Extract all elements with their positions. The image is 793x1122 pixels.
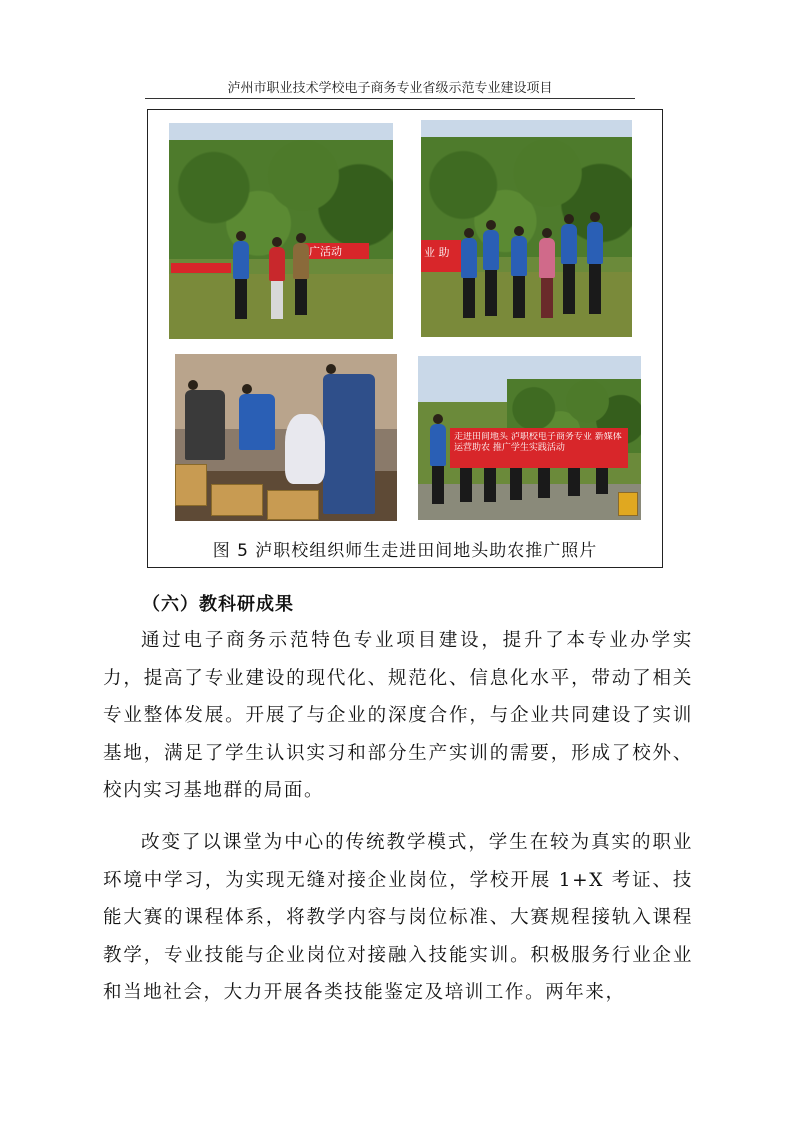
body-paragraph: 改变了以课堂为中心的传统教学模式，学生在较为真实的职业环境中学习，为实现无缝对接企业岗位，学校开展 1+X 考证、技能大赛的课程体系，将教学内容与岗位标准、大赛规程接轨入课程教学，专业技能与企业岗位对接融入技能实训。积极服务行业企业和当地社会，大力开展各类技能鉴定及培训工作。两年来， [103,832,693,1003]
page-header: 泸州市职业技术学校电子商务专业省级示范专业建设项目 [227,81,553,96]
photo-packing-products [175,354,397,521]
body-paragraph: 通过电子商务示范特色专业项目建设，提升了本专业办学实力，提高了专业建设的现代化、规范化、信息化水平，带动了相关专业整体发展。开展了与企业的深度合作，与企业共同建设了实训基地，满足了学生认识实习和部分生产实训的需要，形成了校外、校内实习基地群的局面。 [103,630,693,801]
figure-frame [147,109,663,568]
header-divider [145,98,635,99]
banner-text: 走进田间地头 泸职校电子商务专业 新媒体运营助农 推广学生实践活动 [454,432,622,453]
banner-text: 广活动 [309,245,342,258]
photo-group-banner [418,356,641,520]
photo-orchard-livestream-1 [169,123,393,339]
figure-caption: 图 5 泸职校组织师生走进田间地头助农推广照片 [212,541,598,561]
photo-orchard-livestream-2 [421,120,632,337]
banner-text: 业 助 [424,246,450,259]
section-heading: （六）教科研成果 [142,594,294,615]
